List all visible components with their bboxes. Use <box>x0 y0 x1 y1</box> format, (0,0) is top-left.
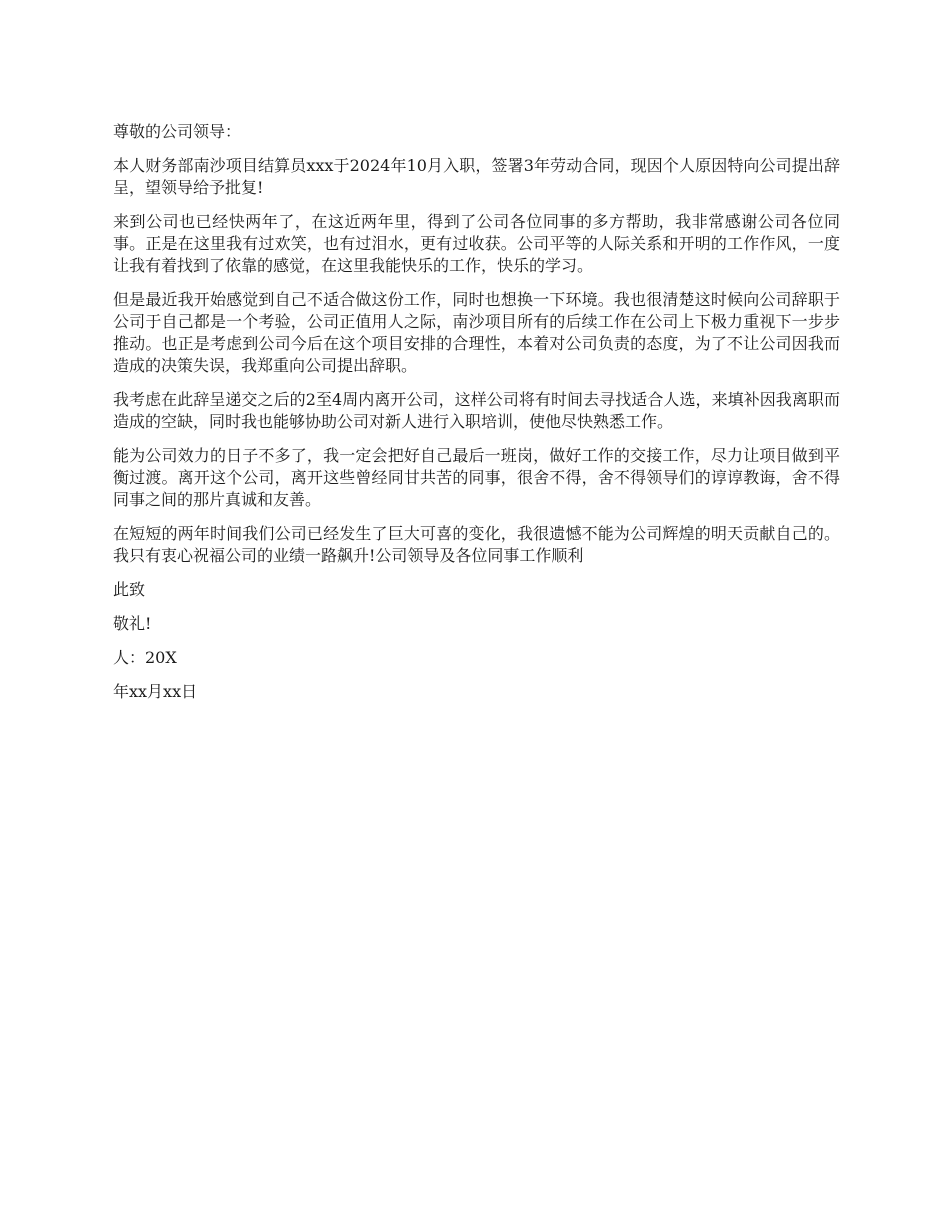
closing-line-2: 敬礼! <box>113 614 152 633</box>
salutation: 尊敬的公司领导： <box>113 122 242 141</box>
paragraph-timeline: 我考虑在此辞呈递交之后的2至4周内离开公司，这样公司将有时间去寻找适合人选，来填补因我离职而造成的空缺，同时我也能够协助公司对新人进行入职培训，使他尽快熟悉工作。 <box>113 390 840 431</box>
paragraph-wishes: 在短短的两年时间我们公司已经发生了巨大可喜的变化，我很遗憾不能为公司辉煌的明天贡献自己的。我只有衷心祝福公司的业绩一路飙升!公司领导及各位同事工作顺利 <box>113 524 840 565</box>
date-line: 年xx月xx日 <box>113 682 198 701</box>
paragraph-gratitude: 来到公司也已经快两年了，在这近两年里，得到了公司各位同事的多方帮助，我非常感谢公司各位同事。正是在这里我有过欢笑，也有过泪水，更有过收获。公司平等的人际关系和开明的工作作风，一度让我有着找到了依靠的感觉，在这里我能快乐的工作，快乐的学习。 <box>113 212 840 275</box>
closing-line-1: 此致 <box>113 580 146 599</box>
signature-line: 人：20X <box>113 648 177 667</box>
paragraph-handover: 能为公司效力的日子不多了，我一定会把好自己最后一班岗，做好工作的交接工作，尽力让项目做到平衡过渡。离开这个公司，离开这些曾经同甘共苦的同事，很舍不得，舍不得领导们的谆谆教诲，舍不得同事之间的那片真诚和友善。 <box>113 446 840 509</box>
resignation-letter <box>113 121 840 715</box>
paragraph-intro: 本人财务部南沙项目结算员xxx于2024年10月入职，签署3年劳动合同，现因个人原因特向公司提出辞呈，望领导给予批复! <box>113 156 840 197</box>
paragraph-reason: 但是最近我开始感觉到自己不适合做这份工作，同时也想换一下环境。我也很清楚这时候向公司辞职于公司于自己都是一个考验，公司正值用人之际，南沙项目所有的后续工作在公司上下极力重视下一步步推动。也正是考虑到公司今后在这个项目安排的合理性，本着对公司负责的态度，为了不让公司因我而造成的决策失误，我郑重向公司提出辞职。 <box>113 290 840 375</box>
